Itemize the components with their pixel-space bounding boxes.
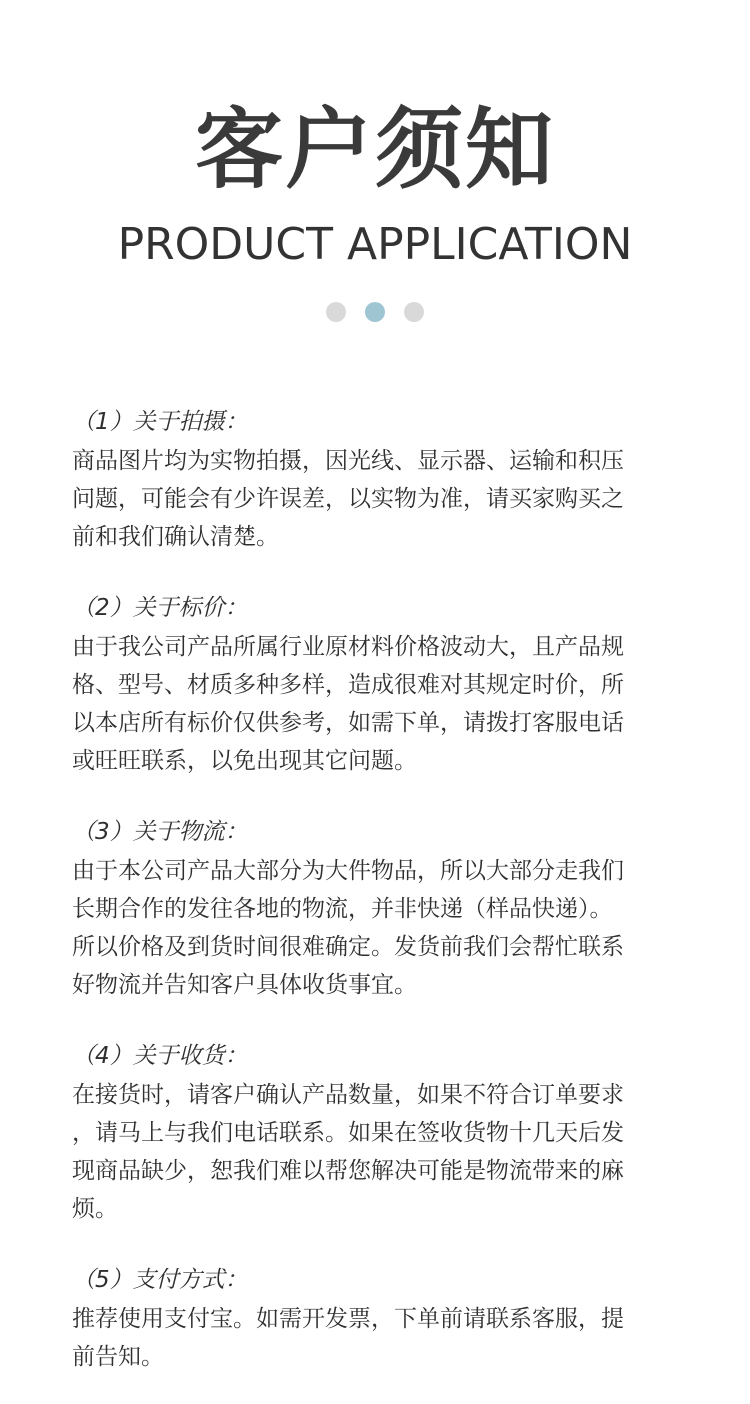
section-body (72, 852, 692, 1004)
section-heading: （4）关于收货： (72, 1043, 248, 1069)
body-line: 前和我们确认清楚。 (72, 524, 279, 550)
body-line: ，请马上与我们电话联系。如果在签收货物十几天后发 (72, 1120, 624, 1146)
body-line: 商品图片均为实物拍摄，因光线、显示器、运输和积压 (72, 448, 624, 474)
pager-dot-3 (404, 302, 424, 322)
section-pricing (72, 588, 692, 780)
body-line: 好物流并告知客户具体收货事宜。 (72, 972, 417, 998)
pager-dot-2 (365, 302, 385, 322)
body-line: 长期合作的发往各地的物流，并非快递（样品快递）。 (72, 896, 613, 922)
body-line: 由于本公司产品大部分为大件物品，所以大部分走我们 (72, 858, 624, 884)
section-heading: （5）支付方式： (72, 1267, 248, 1293)
section-heading: （2）关于标价： (72, 595, 248, 621)
body-line: 推荐使用支付宝。如需开发票，下单前请联系客服，提 (72, 1306, 624, 1332)
body-line: 现商品缺少，恕我们难以帮您解决可能是物流带来的麻 (72, 1158, 624, 1184)
body-line: 问题，可能会有少许误差，以实物为准，请买家购买之 (72, 486, 624, 512)
body-line: 或旺旺联系，以免出现其它问题。 (72, 748, 417, 774)
section-payment (72, 1260, 692, 1376)
pager-dot-1 (326, 302, 346, 322)
section-receiving (72, 1036, 692, 1228)
section-heading: （3）关于物流： (72, 819, 248, 845)
body-line: 在接货时，请客户确认产品数量，如果不符合订单要求 (72, 1082, 624, 1108)
section-logistics (72, 812, 692, 1004)
pager-dots (0, 302, 750, 322)
page-title: 客户须知 (194, 98, 555, 201)
section-body (72, 628, 692, 780)
body-line: 以本店所有标价仅供参考，如需下单，请拨打客服电话 (72, 710, 624, 736)
notice-sections (72, 402, 692, 1376)
section-body (72, 442, 692, 556)
section-body (72, 1300, 692, 1376)
page-subtitle: PRODUCT APPLICATION (117, 219, 633, 270)
body-line: 格、型号、材质多种多样，造成很难对其规定时价，所 (72, 672, 624, 698)
section-photography (72, 402, 692, 556)
section-body (72, 1076, 692, 1228)
section-heading: （1）关于拍摄： (72, 409, 248, 435)
body-line: 烦。 (72, 1196, 118, 1222)
body-line: 所以价格及到货时间很难确定。发货前我们会帮忙联系 (72, 934, 624, 960)
body-line: 由于我公司产品所属行业原材料价格波动大，且产品规 (72, 634, 624, 660)
body-line: 前告知。 (72, 1344, 164, 1370)
